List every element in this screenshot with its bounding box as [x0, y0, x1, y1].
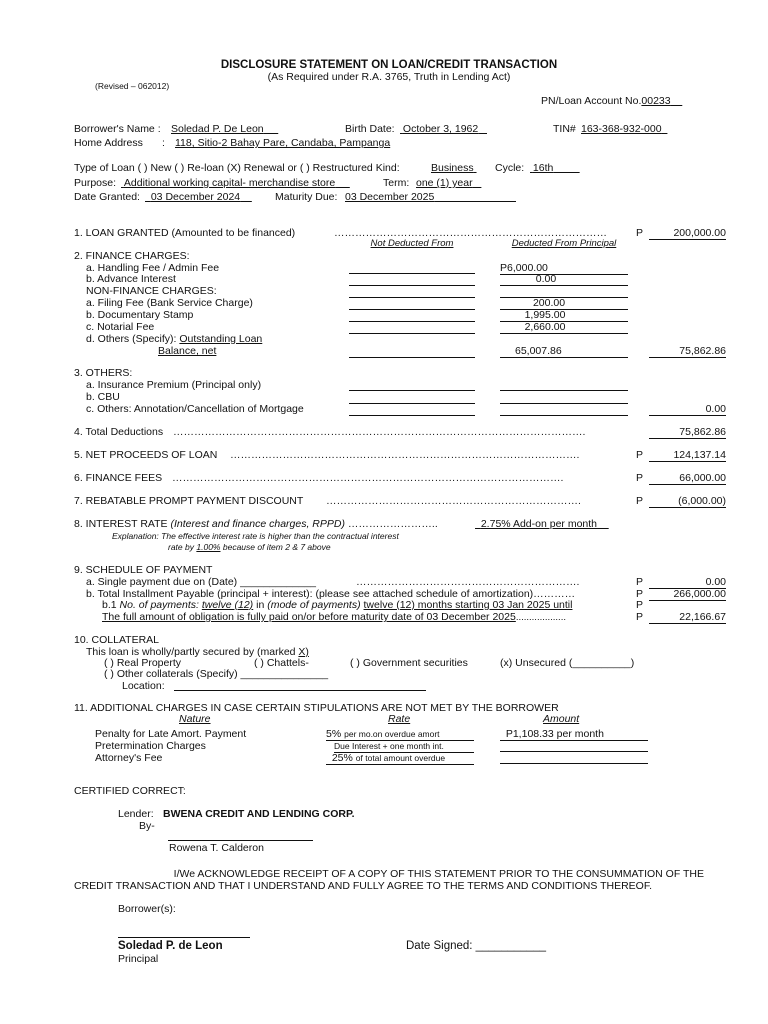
purpose-value: Additional working capital- merchandise store — [123, 177, 336, 189]
revision-note: (Revised – 062012) — [95, 81, 170, 91]
doc-stamp-amount: 1,995.00 — [524, 309, 566, 321]
location-label: Location: — [122, 680, 165, 692]
collateral-label: 10. COLLATERAL — [74, 634, 160, 646]
maturity-label: Maturity Due: — [275, 191, 338, 203]
notarial-fee-line — [500, 333, 628, 334]
other-collaterals: ( ) Other collaterals (Specify) _______________ — [104, 668, 329, 680]
single-payment-amount: 0.00 — [649, 576, 726, 589]
total-installment-p: P — [636, 588, 644, 600]
borrowers-label: Borrower(s): — [118, 903, 176, 915]
loan-granted-p: P — [636, 227, 644, 239]
others-line — [500, 357, 628, 358]
pn-value: 00233 — [641, 95, 671, 107]
nonfinance-nd-line — [349, 297, 475, 298]
cbu-label: b. CBU — [86, 391, 120, 403]
by-label: By- — [139, 820, 155, 832]
cycle-label: Cycle: — [495, 162, 525, 174]
advance-interest-nd-line — [349, 285, 475, 286]
penalty-nature: Penalty for Late Amort. Payment — [95, 728, 247, 740]
net-proceeds-amount: 124,137.14 — [649, 449, 726, 462]
rebatable-p: P — [636, 495, 644, 507]
others-total: 0.00 — [649, 403, 726, 416]
full-amount: The full amount of obligation is fully paid on/or before maturity date of 03 December 2025................... — [102, 611, 566, 623]
interest-explanation: Explanation: The effective interest rate is higher than the contractual interest — [112, 531, 399, 541]
birth-date: October 3, 1962 — [402, 123, 479, 135]
date-signed: Date Signed: ___________ — [406, 940, 547, 952]
certified-label: CERTIFIED CORRECT: — [74, 785, 186, 797]
single-payment: a. Single payment due on (Date) _____________ — [86, 576, 317, 588]
col-rate: Rate — [388, 713, 411, 725]
total-deductions-amount: 75,862.86 — [649, 426, 726, 439]
full-amount-value: 22,166.67 — [649, 611, 726, 624]
pn-account — [541, 95, 682, 107]
notarial-fee-amount: 2,660.00 — [524, 321, 566, 333]
handling-fee-label: a. Handling Fee / Admin Fee — [86, 262, 220, 274]
rebatable-label: 7. REBATABLE PROMPT PAYMENT DISCOUNT — [74, 495, 304, 507]
net-proceeds-dots: ………………………………………………………………………………………. — [230, 449, 580, 461]
no-of-payments: b.1 No. of payments: twelve (12) in (mode of payments) twelve (12) months starting 03 Jan 2025 until — [102, 599, 573, 611]
rebatable-amount: (6,000.00) — [649, 495, 726, 508]
document-title: DISCLOSURE STATEMENT ON LOAN/CREDIT TRANSACTION — [220, 59, 558, 71]
borrower-role: Principal — [118, 953, 159, 965]
others-specify-cont: Balance, net — [158, 345, 217, 357]
borrower-signature-line — [118, 937, 250, 938]
cbu-line — [500, 403, 628, 404]
birth-date-label: Birth Date: — [345, 123, 395, 135]
filing-fee-label: a. Filing Fee (Bank Service Charge) — [86, 297, 253, 309]
signatory-name: Rowena T. Calderon — [169, 842, 264, 854]
col-not-deducted: Not Deducted From — [370, 238, 454, 249]
penalty-amount: P1,108.33 per month — [500, 728, 648, 741]
ack-line-1: I/We ACKNOWLEDGE RECEIPT OF A COPY OF THIS STATEMENT PRIOR TO THE CONSUMMATION OF THE — [173, 868, 704, 880]
filing-fee-amount: 200.00 — [532, 297, 566, 309]
unsecured: (x) Unsecured (__________) — [500, 657, 635, 669]
notarial-fee-label: c. Notarial Fee — [86, 321, 155, 333]
insurance-label: a. Insurance Premium (Principal only) — [86, 379, 262, 391]
ack-line-2: CREDIT TRANSACTION AND THAT I UNDERSTAND AND FULLY AGREE TO THE TERMS AND CONDITIONS THEREOF. — [74, 880, 652, 892]
full-amount-p: P — [636, 611, 644, 623]
lender-label: Lender: — [118, 808, 154, 820]
loan-kind: Business — [431, 162, 474, 174]
attorney-amount-line — [500, 763, 648, 764]
address-label: Home Address — [74, 137, 143, 149]
single-payment-dots: ………………………………………………………. — [356, 576, 580, 588]
interest-explanation-2: rate by 1.00% because of item 2 & 7 above — [168, 542, 331, 552]
advance-interest-line — [500, 285, 628, 286]
finance-fees-p: P — [636, 472, 644, 484]
no-of-payments-p: P — [636, 599, 644, 611]
date-granted-label: Date Granted: — [74, 191, 140, 203]
home-address: 118, Sitio-2 Bahay Pare, Candaba, Pampanga — [175, 137, 391, 149]
maturity-date: 03 December 2025 — [345, 191, 435, 203]
purpose-label: Purpose: — [74, 177, 117, 189]
handling-fee-amount: P6,000.00 — [500, 262, 628, 275]
insurance-line — [500, 390, 628, 391]
annotation-line — [500, 415, 628, 416]
loan-granted-dots: …………………………………………………………………… — [334, 227, 607, 239]
lender-name: BWENA CREDIT AND LENDING CORP. — [163, 808, 355, 820]
doc-stamp-nd-line — [349, 321, 475, 322]
others-nd-line — [349, 357, 475, 358]
secured-by: This loan is wholly/partly secured by (marked X) — [86, 646, 309, 658]
net-proceeds-label: 5. NET PROCEEDS OF LOAN — [74, 449, 218, 461]
advance-interest-label: b. Advance Interest — [86, 273, 176, 285]
finance-fees-label: 6. FINANCE FEES — [74, 472, 163, 484]
pn-label: PN/Loan Account No. — [541, 95, 642, 107]
single-payment-p: P — [636, 576, 644, 588]
address-colon: : — [162, 137, 165, 149]
interest-rate-label: 8. INTEREST RATE (Interest and finance charges, RPPD) …………………….. — [74, 518, 438, 530]
additional-charges-label: 11. ADDITIONAL CHARGES IN CASE CERTAIN STIPULATIONS ARE NOT MET BY THE BORROWER — [74, 702, 559, 714]
location-line — [174, 690, 426, 691]
pretermination-nature: Pretermination Charges — [95, 740, 206, 752]
term-label: Term: — [383, 177, 410, 189]
pretermination-rate: Due Interest + one month int. — [334, 740, 474, 753]
lender-signature-line — [168, 840, 313, 841]
total-deductions-label: 4. Total Deductions — [74, 426, 164, 438]
govt-securities: ( ) Government securities — [350, 657, 468, 669]
others-section-label: 3. OTHERS: — [74, 367, 133, 379]
interest-rate-value: 2.75% Add-on per month — [480, 518, 598, 530]
col-deducted: Deducted From Principal — [511, 238, 617, 249]
non-finance-label: NON-FINANCE CHARGES: — [86, 285, 217, 297]
penalty-rate: 5% per mo.on overdue amort — [326, 728, 474, 741]
finance-charges-total: 75,862.86 — [649, 345, 726, 358]
annotation-nd-line — [349, 415, 475, 416]
chattels: ( ) Chattels- — [254, 657, 309, 669]
finance-fees-dots: …………………………………………………………………………………………………. — [172, 472, 564, 484]
tin-value: 163-368-932-000 — [581, 123, 662, 135]
total-deductions-dots: ………………………………………………………………………………………………………. — [173, 426, 586, 438]
doc-stamp-label: b. Documentary Stamp — [86, 309, 194, 321]
cycle-value: 16th — [532, 162, 554, 174]
borrower-signatory: Soledad P. de Leon — [118, 940, 223, 952]
attorney-rate: 25% of total amount overdue — [326, 752, 474, 765]
col-amount: Amount — [543, 713, 580, 725]
filing-fee-nd-line — [349, 309, 475, 310]
borrower-name: Soledad P. De Leon — [171, 123, 264, 135]
loan-type: Type of Loan ( ) New ( ) Re-loan (X) Renewal or ( ) Restructured Kind: — [74, 162, 400, 174]
others-amount: 65,007.86 — [515, 345, 562, 357]
finance-fees-amount: 66,000.00 — [649, 472, 726, 485]
total-installment-amount: 266,000.00 — [649, 588, 726, 601]
handling-fee-nd-line — [349, 273, 475, 274]
finance-charges-label: 2. FINANCE CHARGES: — [74, 250, 190, 262]
real-property: ( ) Real Property — [104, 657, 182, 669]
notarial-fee-nd-line — [349, 333, 475, 334]
annotation-label: c. Others: Annotation/Cancellation of Mortgage — [86, 403, 304, 415]
borrower-name-label: Borrower's Name : — [74, 123, 161, 135]
total-installment: b. Total Installment Payable (principal + interest): (please see attached schedule of amortization)………… — [86, 588, 576, 600]
term-value: one (1) year — [416, 177, 473, 189]
date-granted: 03 December 2024 — [150, 191, 241, 203]
rebatable-dots: ………………………………………………………………. — [326, 495, 581, 507]
others-specify: d. Others (Specify): Outstanding Loan — [86, 333, 263, 345]
cbu-nd-line — [349, 403, 475, 404]
tin-label: TIN# — [553, 123, 576, 135]
pretermination-amount-line — [500, 751, 648, 752]
col-nature: Nature — [179, 713, 211, 725]
loan-granted-label: 1. LOAN GRANTED (Amounted to be financed) — [74, 227, 296, 239]
schedule-label: 9. SCHEDULE OF PAYMENT — [74, 564, 213, 576]
net-proceeds-p: P — [636, 449, 644, 461]
advance-interest-amount: 0.00 — [535, 273, 557, 285]
loan-granted-amount: 200,000.00 — [649, 227, 726, 240]
insurance-nd-line — [349, 390, 475, 391]
document-subtitle: (As Required under R.A. 3765, Truth in Lending Act) — [267, 71, 511, 83]
attorney-nature: Attorney's Fee — [95, 752, 163, 764]
